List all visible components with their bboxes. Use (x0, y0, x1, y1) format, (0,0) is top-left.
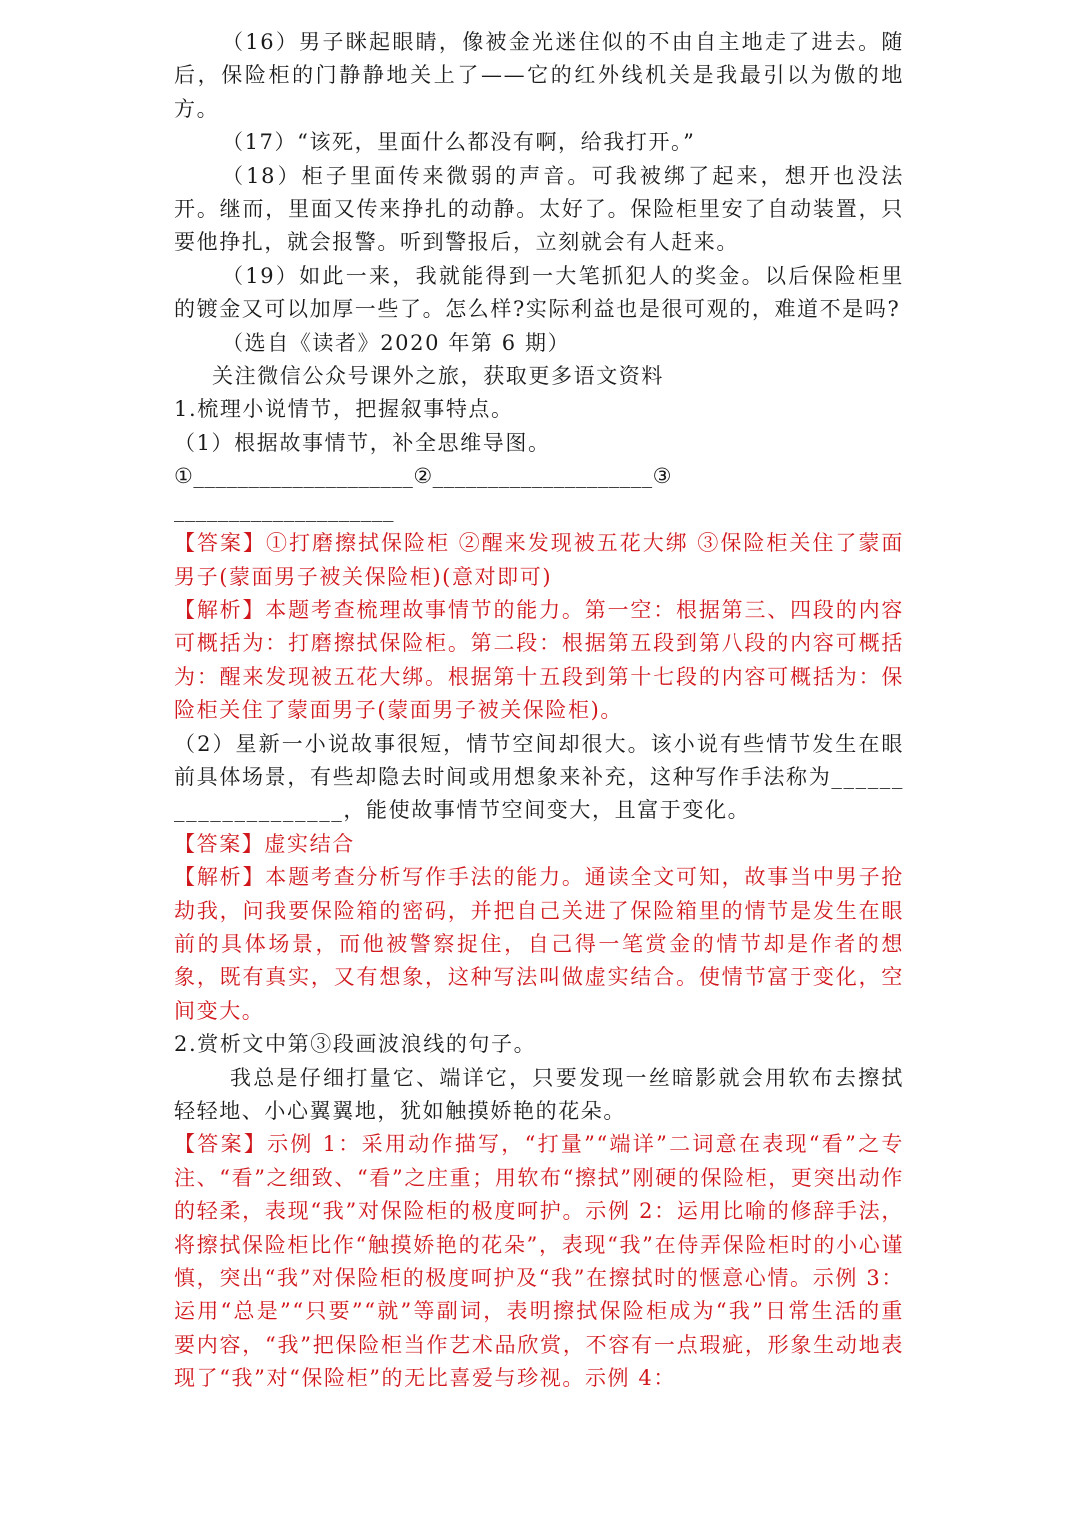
question-2-answer: 【答案】示例 1：采用动作描写，“打量”“端详”二词意在表现“看”之专注、“看”之细致、“看”之庄重；用软布“擦拭”刚硬的保险柜，更突出动作的轻柔，表现“我”对保险柜的极度呵护。示例 2：运用比喻的修辞手法，将擦拭保险柜比作“触摸娇艳的花朵”，表现“我”在侍弄保险柜时的小心谨慎，突出“我”对保险柜的极度呵护及“我”在擦拭时的惬意心情。示例 3：运用“总是”“只要”“就”等副词，表明擦拭保险柜成为“我”日常生活的重要内容，“我”把保险柜当作艺术品欣赏，不容有一点瑕疵，形象生动地表现了“我”对“保险柜”的无比喜爱与珍视。示例 4： (174, 1132, 904, 1391)
document-page (174, 26, 904, 1396)
story-paragraph-17: （17）“该死，里面什么都没有啊，给我打开。” (222, 130, 696, 155)
question-1-analysis-1: 【解析】本题考查梳理故事情节的能力。第一空：根据第三、四段的内容可概括为：打磨擦拭保险柜。第二段：根据第五段到第八段的内容可概括为：醒来发现被五花大绑。根据第十五段到第十七段的内容可概括为：保险柜关住了蒙面男子(蒙面男子被关保险柜)。 (174, 597, 904, 723)
wechat-notice: 关注微信公众号课外之旅，获取更多语文资料 (212, 364, 664, 389)
story-paragraph-16: （16）男子眯起眼睛，像被金光迷住似的不由自主地走了进去。随后，保险柜的门静静地关上了——它的红外线机关是我最引以为傲的地方。 (174, 30, 904, 121)
question-1-analysis-2: 【解析】本题考查分析写作手法的能力。通读全文可知，故事当中男子抢劫我，问我要保险箱的密码，并把自己关进了保险箱里的情节是发生在眼前的具体场景，而他被警察捉住，自己得一笔赏金的情节却是作者的想象，既有真实，又有想象，这种写法叫做虚实结合。使情节富于变化，空间变大。 (174, 865, 904, 1023)
story-paragraph-18: （18）柜子里面传来微弱的声音。可我被绑了起来，想开也没法开。继而，里面又传来挣扎的动静。太好了。保险柜里安了自动装置，只要他挣扎，就会报警。听到警报后，立刻就会有人赶来。 (174, 163, 904, 255)
question-1-sub-1: （1）根据故事情节，补全思维导图。 (174, 430, 551, 455)
mind-map-blanks-line-1: ①____________________②____________________③ (174, 464, 672, 489)
story-paragraph-19: （19）如此一来，我就能得到一大笔抓犯人的奖金。以后保险柜里的镀金又可以加厚一些了。怎么样?实际利益也是很可观的，难道不是吗? (174, 263, 904, 322)
mind-map-blanks-line-2: ____________________ (174, 497, 394, 522)
question-1-answer-2: 【答案】虚实结合 (174, 831, 355, 856)
question-1-sub-2: （2）星新一小说故事很短，情节空间却很大。该小说有些情节发生在眼前具体场景，有些却隐去时间或用想象来补充，这种写作手法称为____________________，能使故事情节空间变大，且富于变化。 (174, 731, 904, 823)
question-2-quote: 我总是仔细打量它、端详它，只要发现一丝暗影就会用软布去擦拭轻轻地、小心翼翼地，犹如触摸娇艳的花朵。 (174, 1065, 904, 1123)
question-2-title: 2.赏析文中第③段画波浪线的句子。 (174, 1032, 537, 1057)
question-1-answer-1: 【答案】①打磨擦拭保险柜 ②醒来发现被五花大绑 ③保险柜关住了蒙面男子(蒙面男子被关保险柜)(意对即可) (174, 531, 904, 589)
story-source: （选自《读者》2020 年第 6 期） (222, 330, 571, 355)
question-1-title: 1.梳理小说情节，把握叙事特点。 (174, 397, 514, 422)
